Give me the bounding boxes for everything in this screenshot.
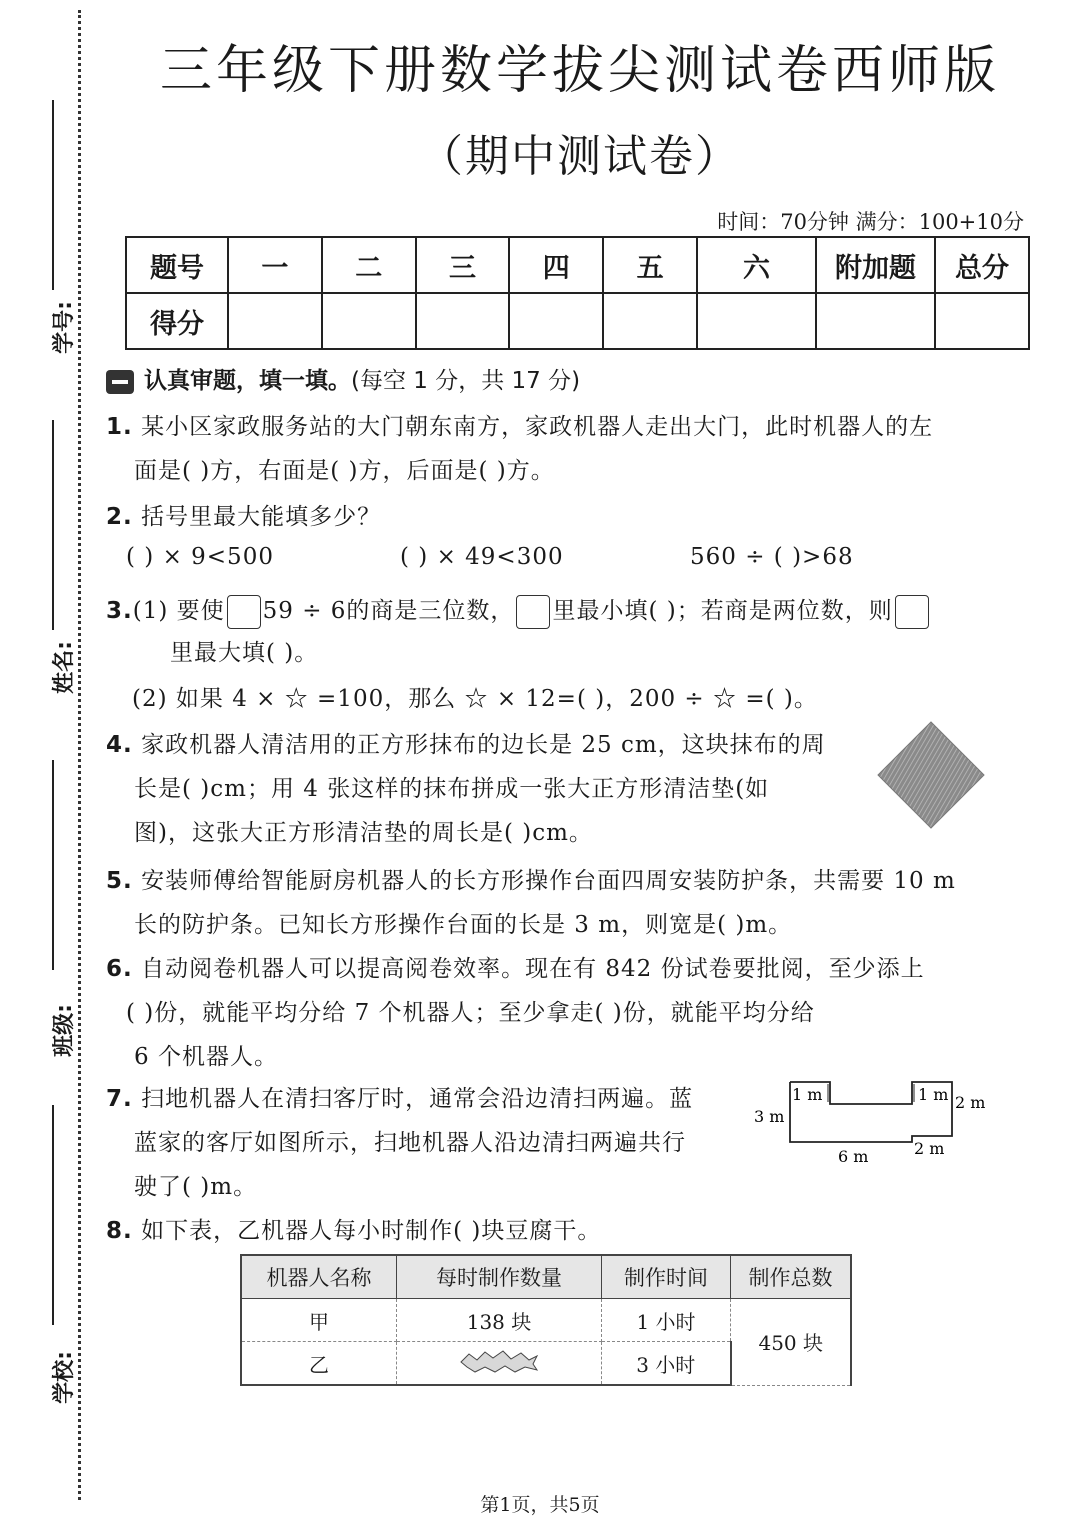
fig-label-inner-bottom: 2 m bbox=[914, 1139, 945, 1158]
score-table bbox=[125, 236, 1030, 350]
question-text: (1) 要使 bbox=[132, 598, 225, 624]
question-4-line-3: 图)，这张大正方形清洁垫的周长是( )cm。 bbox=[134, 820, 593, 846]
question-5-line-1 bbox=[106, 862, 956, 895]
score-cell[interactable] bbox=[416, 293, 510, 349]
fig-label-left: 3 m bbox=[754, 1107, 785, 1126]
question-4-line-1 bbox=[106, 726, 826, 759]
question-text: 59 ÷ 6的商是三位数， bbox=[262, 598, 515, 624]
question-2-line-1 bbox=[106, 498, 381, 531]
question-text: 自动阅卷机器人可以提高阅卷效率。现在有 842 份试卷要批阅，至少添上 bbox=[141, 956, 925, 982]
question-8-line-1 bbox=[106, 1212, 601, 1245]
section-one-badge bbox=[106, 370, 134, 394]
school-label: 学校: bbox=[51, 1351, 77, 1404]
score-header-cell: 六 bbox=[697, 237, 816, 293]
answer-box[interactable] bbox=[516, 595, 550, 629]
question-text: 括号里最大能填多少？ bbox=[141, 504, 382, 530]
question-7-line-2: 蓝家的客厅如图所示，扫地机器人沿边清扫两遍共行 bbox=[134, 1130, 686, 1156]
score-header-cell: 二 bbox=[322, 237, 416, 293]
page-subtitle: （期中测试卷） bbox=[419, 131, 741, 182]
question-3-line-1 bbox=[106, 592, 931, 629]
score-cell[interactable] bbox=[603, 293, 697, 349]
rate-cell: 138 块 bbox=[397, 1299, 602, 1342]
answer-box[interactable] bbox=[227, 595, 261, 629]
robot-header-cell: 制作总数 bbox=[731, 1255, 852, 1299]
question-number: 2. bbox=[106, 504, 133, 530]
score-cell[interactable] bbox=[509, 293, 603, 349]
rate-cell-obscured bbox=[397, 1342, 602, 1386]
student-id-label: 学号: bbox=[51, 301, 77, 354]
score-cell[interactable] bbox=[816, 293, 935, 349]
question-3-line-3: (2) 如果 4 × ☆ =100，那么 ☆ × 12=( )，200 ÷ ☆ =( )。 bbox=[132, 686, 818, 712]
score-header-cell: 四 bbox=[509, 237, 603, 293]
section-heading bbox=[106, 362, 580, 395]
page-footer: 第1页，共5页 bbox=[480, 1494, 600, 1516]
question-text: 里最小填( )；若商是两位数，则 bbox=[552, 598, 893, 624]
score-header-cell: 总分 bbox=[935, 237, 1029, 293]
living-room-figure bbox=[750, 1078, 1000, 1170]
page-title: 三年级下册数学拔尖测试卷西师版 bbox=[159, 41, 1000, 101]
binding-dashed-line bbox=[78, 10, 81, 1500]
name-rule bbox=[52, 420, 54, 630]
score-cell[interactable] bbox=[322, 293, 416, 349]
score-row-label: 得分 bbox=[126, 293, 228, 349]
question-7-line-1 bbox=[106, 1080, 693, 1113]
question-number: 1. bbox=[106, 414, 133, 440]
question-4-line-2: 长是( )cm；用 4 张这样的抹布拼成一张大正方形清洁垫(如 bbox=[134, 776, 770, 802]
question-number: 4. bbox=[106, 732, 133, 758]
question-number: 5. bbox=[106, 868, 133, 894]
question-text: 家政机器人清洁用的正方形抹布的边长是 25 cm，这块抹布的周 bbox=[141, 732, 826, 758]
question-7-line-3: 驶了( )m。 bbox=[134, 1174, 258, 1200]
question-1-line-2: 面是( )方，右面是( )方，后面是( )方。 bbox=[134, 458, 555, 484]
question-5-line-2: 长的防护条。已知长方形操作台面的长是 3 m，则宽是( )m。 bbox=[134, 912, 793, 938]
section-note: (每空 1 分，共 17 分) bbox=[351, 368, 581, 394]
question-text: 安装师傅给智能厨房机器人的长方形操作台面四周安装防护条，共需要 10 m bbox=[141, 868, 956, 894]
robot-table-header bbox=[241, 1255, 851, 1299]
score-header-cell: 附加题 bbox=[816, 237, 935, 293]
question-6-line-3: 6 个机器人。 bbox=[134, 1044, 278, 1070]
torn-patch-icon bbox=[459, 1348, 539, 1374]
fig-label-right-top: 1 m bbox=[918, 1085, 949, 1104]
class-label: 班级: bbox=[51, 1004, 77, 1057]
question-text: 某小区家政服务站的大门朝东南方，家政机器人走出大门，此时机器人的左 bbox=[141, 414, 934, 440]
question-number: 8. bbox=[106, 1218, 133, 1244]
robot-name-cell: 甲 bbox=[241, 1299, 397, 1342]
total-cell: 450 块 bbox=[731, 1299, 852, 1386]
table-row bbox=[241, 1299, 851, 1342]
robot-header-cell: 制作时间 bbox=[602, 1255, 731, 1299]
question-6-line-1 bbox=[106, 950, 925, 983]
answer-box[interactable] bbox=[895, 595, 929, 629]
question-number: 3. bbox=[106, 598, 133, 624]
question-number: 6. bbox=[106, 956, 133, 982]
robot-production-table bbox=[240, 1254, 852, 1386]
fig-label-bottom: 6 m bbox=[838, 1147, 869, 1166]
student-id-rule bbox=[52, 100, 54, 290]
school-rule bbox=[52, 1105, 54, 1325]
score-input-row bbox=[126, 293, 1029, 349]
fig-label-left-top: 1 m bbox=[792, 1085, 823, 1104]
diamond-mat-shape bbox=[878, 722, 984, 828]
score-cell[interactable] bbox=[228, 293, 322, 349]
question-2-expr-1: ( ) × 9<500 bbox=[126, 544, 274, 570]
score-header-cell: 一 bbox=[228, 237, 322, 293]
score-cell[interactable] bbox=[935, 293, 1029, 349]
score-header-cell: 五 bbox=[603, 237, 697, 293]
name-label: 姓名: bbox=[51, 641, 77, 694]
score-header-row bbox=[126, 237, 1029, 293]
score-cell[interactable] bbox=[697, 293, 816, 349]
score-header-cell: 三 bbox=[416, 237, 510, 293]
fig-label-right: 2 m bbox=[955, 1093, 986, 1112]
question-2-expr-2: ( ) × 49<300 bbox=[400, 544, 564, 570]
robot-header-cell: 机器人名称 bbox=[241, 1255, 397, 1299]
question-3-line-2: 里最大填( )。 bbox=[170, 640, 319, 666]
question-number: 7. bbox=[106, 1086, 133, 1112]
score-header-cell: 题号 bbox=[126, 237, 228, 293]
cleaning-mat-figure bbox=[876, 720, 986, 830]
section-title: 认真审题，填一填。 bbox=[144, 368, 351, 394]
question-text: 如下表，乙机器人每小时制作( )块豆腐干。 bbox=[141, 1218, 602, 1244]
time-cell: 1 小时 bbox=[602, 1299, 731, 1342]
time-info: 时间：70分钟 满分：100+10分 bbox=[717, 210, 1024, 234]
question-text: 扫地机器人在清扫客厅时，通常会沿边清扫两遍。蓝 bbox=[141, 1086, 694, 1112]
robot-name-cell: 乙 bbox=[241, 1342, 397, 1386]
class-rule bbox=[52, 760, 54, 970]
time-cell: 3 小时 bbox=[602, 1342, 731, 1386]
question-6-line-2: ( )份，就能平均分给 7 个机器人；至少拿走( )份，就能平均分给 bbox=[126, 1000, 815, 1026]
question-2-expr-3: 560 ÷ ( )>68 bbox=[690, 544, 854, 570]
robot-header-cell: 每时制作数量 bbox=[397, 1255, 602, 1299]
question-1-line-1 bbox=[106, 408, 933, 441]
